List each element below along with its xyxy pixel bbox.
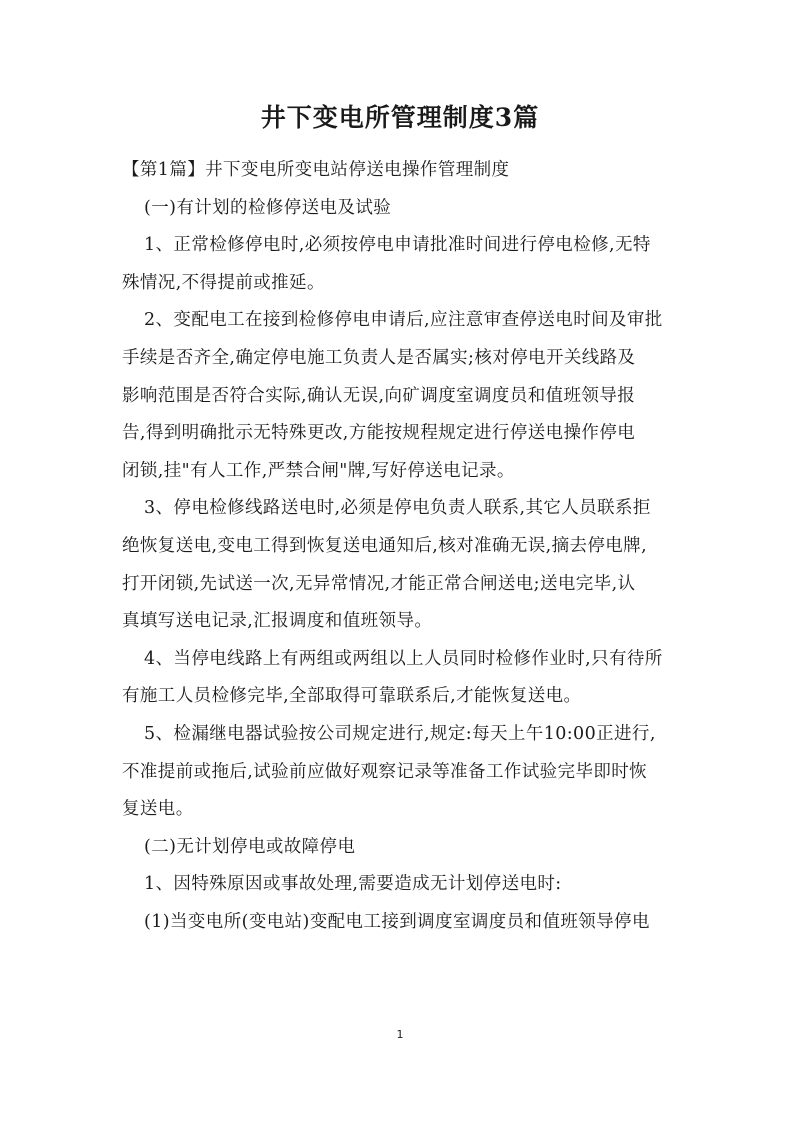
document-title: 井下变电所管理制度3篇 — [260, 103, 540, 132]
paragraph-line: 闭锁,挂"有人工作,严禁合闸"牌,写好停送电记录。 — [122, 460, 515, 481]
paragraph-line: (1)当变电所(变电站)变配电工接到调度室调度员和值班领导停电 — [144, 911, 650, 932]
subsection-heading: (一)有计划的检修停送电及试验 — [144, 197, 392, 218]
section-heading: 【第1篇】井下变电所变电站停送电操作管理制度 — [122, 160, 510, 180]
paragraph-line: 3、停电检修线路送电时,必须是停电负责人联系,其它人员联系拒 — [144, 498, 651, 519]
paragraph-line: 真填写送电记录,汇报调度和值班领导。 — [122, 611, 433, 632]
paragraph-line: 殊情况,不得提前或推延。 — [122, 272, 325, 293]
paragraph-line: 不准提前或拖后,试验前应做好观察记录等准备工作试验完毕即时恢 — [122, 761, 648, 782]
paragraph-line: 手续是否齐全,确定停电施工负责人是否属实;核对停电开关线路及 — [122, 347, 636, 368]
paragraph-line: 有施工人员检修完毕,全部取得可靠联系后,才能恢复送电。 — [122, 686, 582, 707]
paragraph-line: 2、变配电工在接到检修停电申请后,应注意审查停送电时间及审批 — [144, 310, 663, 331]
paragraph-line: 5、检漏继电器试验按公司规定进行,规定:每天上午10:00正进行, — [144, 723, 656, 744]
subsection-heading: (二)无计划停电或故障停电 — [144, 836, 356, 857]
paragraph-line: 告,得到明确批示无特殊更改,方能按规程规定进行停送电操作停电 — [122, 423, 636, 444]
document-body — [122, 152, 692, 941]
paragraph-line: 影响范围是否符合实际,确认无误,向矿调度室调度员和值班领导报 — [122, 385, 636, 406]
paragraph-line: 复送电。 — [122, 799, 194, 820]
paragraph-line: 4、当停电线路上有两组或两组以上人员同时检修作业时,只有待所 — [144, 648, 663, 669]
paragraph-line: 打开闭锁,先试送一次,无异常情况,才能正常合闸送电;送电完毕,认 — [122, 573, 636, 594]
paragraph-line: 绝恢复送电,变电工得到恢复送电通知后,核对准确无误,摘去停电牌, — [122, 535, 648, 556]
paragraph-line: 1、正常检修停电时,必须按停电申请批准时间进行停电检修,无特 — [144, 235, 651, 256]
paragraph-line: 1、因特殊原因或事故处理,需要造成无计划停送电时: — [144, 874, 562, 895]
page-number: 1 — [396, 1028, 404, 1041]
